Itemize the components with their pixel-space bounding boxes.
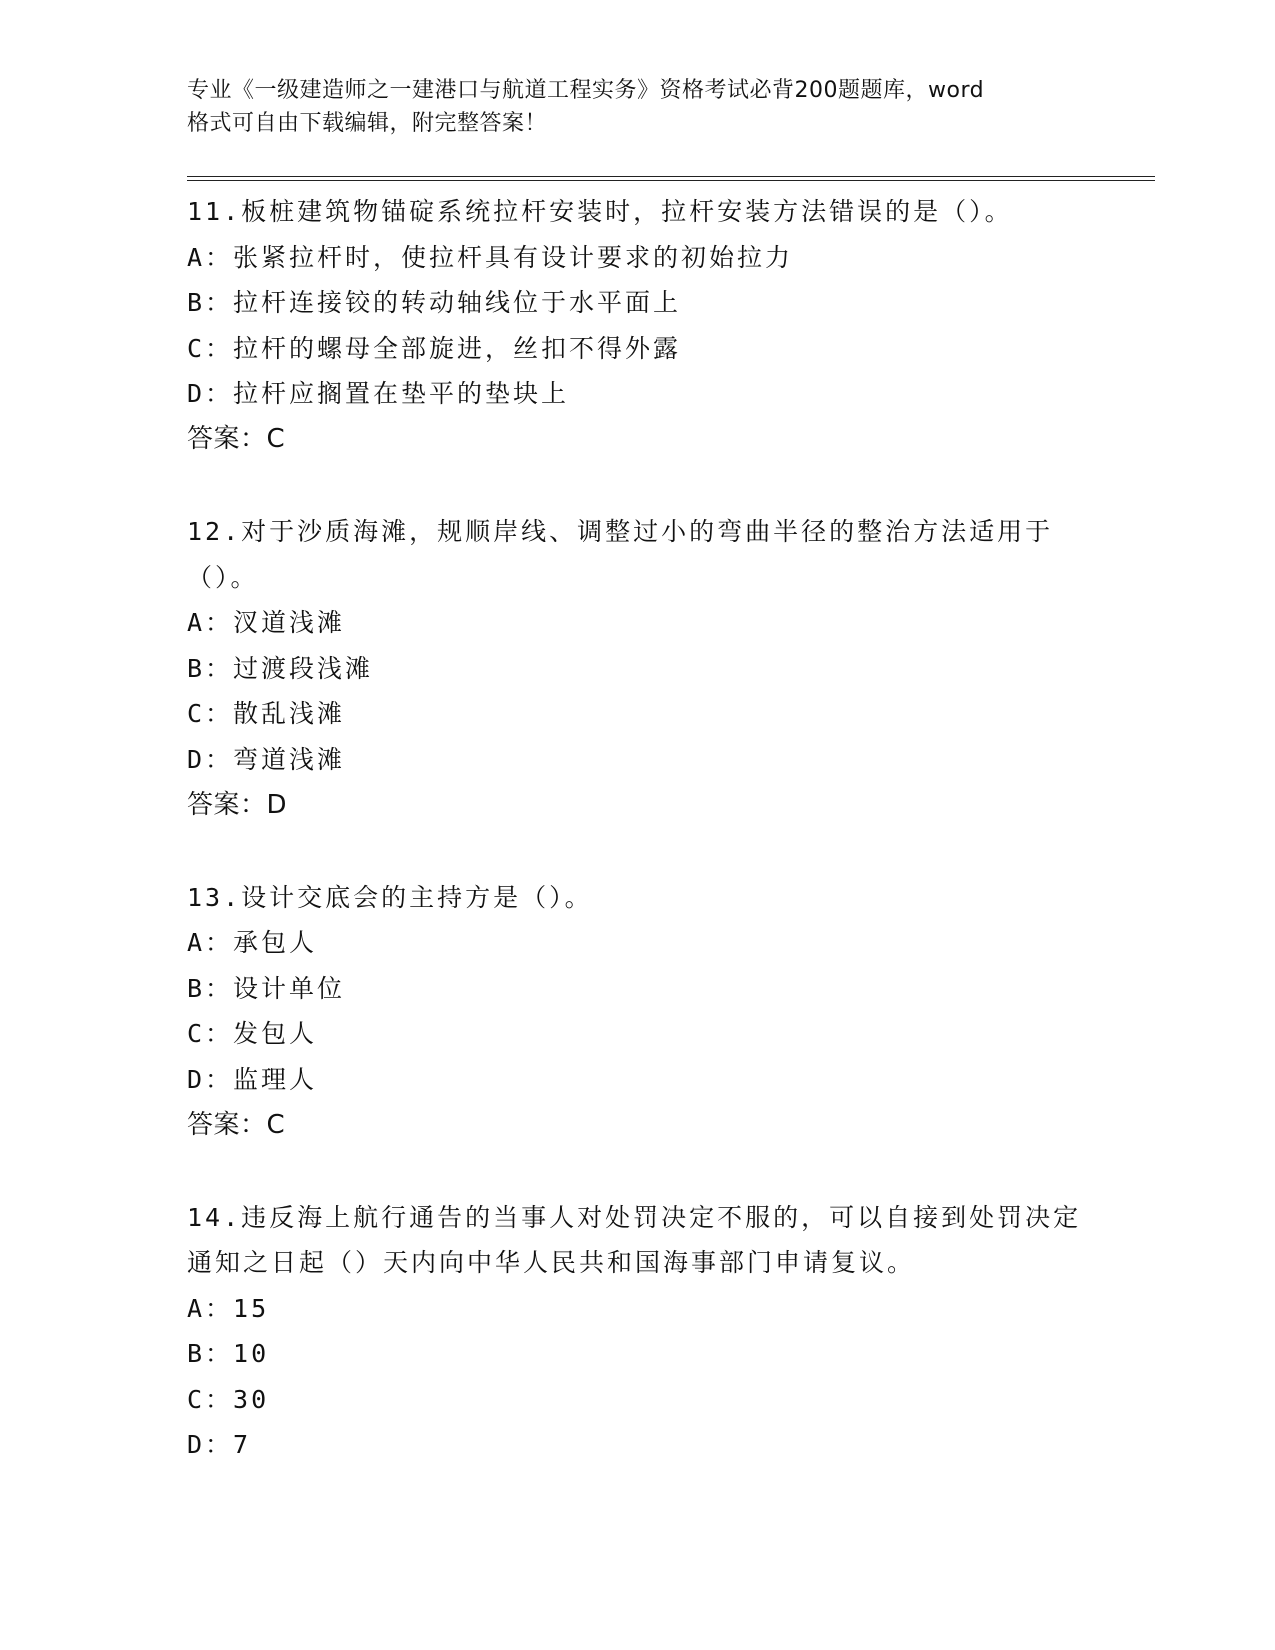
option-d: D：监理人 bbox=[187, 1064, 318, 1094]
answer-line: 答案：D bbox=[187, 789, 288, 820]
option-a: A：承包人 bbox=[187, 928, 318, 958]
question-list bbox=[187, 189, 1157, 1515]
question-stem: 13.设计交底会的主持方是（）。 bbox=[187, 882, 593, 912]
option-d: D：7 bbox=[187, 1430, 252, 1460]
question-stem: 12.对于沙质海滩，规顺岸线、调整过小的弯曲半径的整治方法适用于（）。 bbox=[187, 516, 1054, 592]
question-stem: 11.板桩建筑物锚碇系统拉杆安装时，拉杆安装方法错误的是（）。 bbox=[187, 197, 1013, 226]
option-c: C：散乱浅滩 bbox=[187, 699, 346, 729]
option-d: D：弯道浅滩 bbox=[187, 744, 346, 774]
answer-line: 答案：C bbox=[187, 1109, 286, 1140]
header-line-1: 专业《一级建造师之一建港口与航道工程实务》资格考试必背200题题库，word bbox=[187, 78, 985, 103]
option-b: B：过渡段浅滩 bbox=[187, 653, 374, 683]
question-11 bbox=[187, 189, 1157, 462]
option-d: D：拉杆应搁置在垫平的垫块上 bbox=[187, 379, 570, 409]
question-14 bbox=[187, 1195, 1157, 1469]
question-12 bbox=[187, 509, 1157, 828]
header-divider bbox=[187, 176, 1155, 181]
question-stem: 14.违反海上航行通告的当事人对处罚决定不服的，可以自接到处罚决定通知之日起（）天内向中华人民共和国海事部门申请复议。 bbox=[187, 1202, 1082, 1278]
option-b: B：10 bbox=[187, 1339, 270, 1369]
option-c: C：拉杆的螺母全部旋进，丝扣不得外露 bbox=[187, 333, 682, 363]
option-a: A：15 bbox=[187, 1293, 270, 1323]
document-header bbox=[187, 74, 1087, 140]
option-c: C：发包人 bbox=[187, 1019, 318, 1049]
option-c: C：30 bbox=[187, 1384, 270, 1414]
option-a: A：汊道浅滩 bbox=[187, 608, 346, 638]
question-13 bbox=[187, 875, 1157, 1148]
option-a: A：张紧拉杆时，使拉杆具有设计要求的初始拉力 bbox=[187, 242, 794, 272]
option-b: B：设计单位 bbox=[187, 973, 346, 1003]
option-b: B：拉杆连接铰的转动轴线位于水平面上 bbox=[187, 288, 682, 318]
header-line-2: 格式可自由下载编辑，附完整答案！ bbox=[187, 111, 548, 136]
answer-line: 答案：C bbox=[187, 423, 286, 454]
